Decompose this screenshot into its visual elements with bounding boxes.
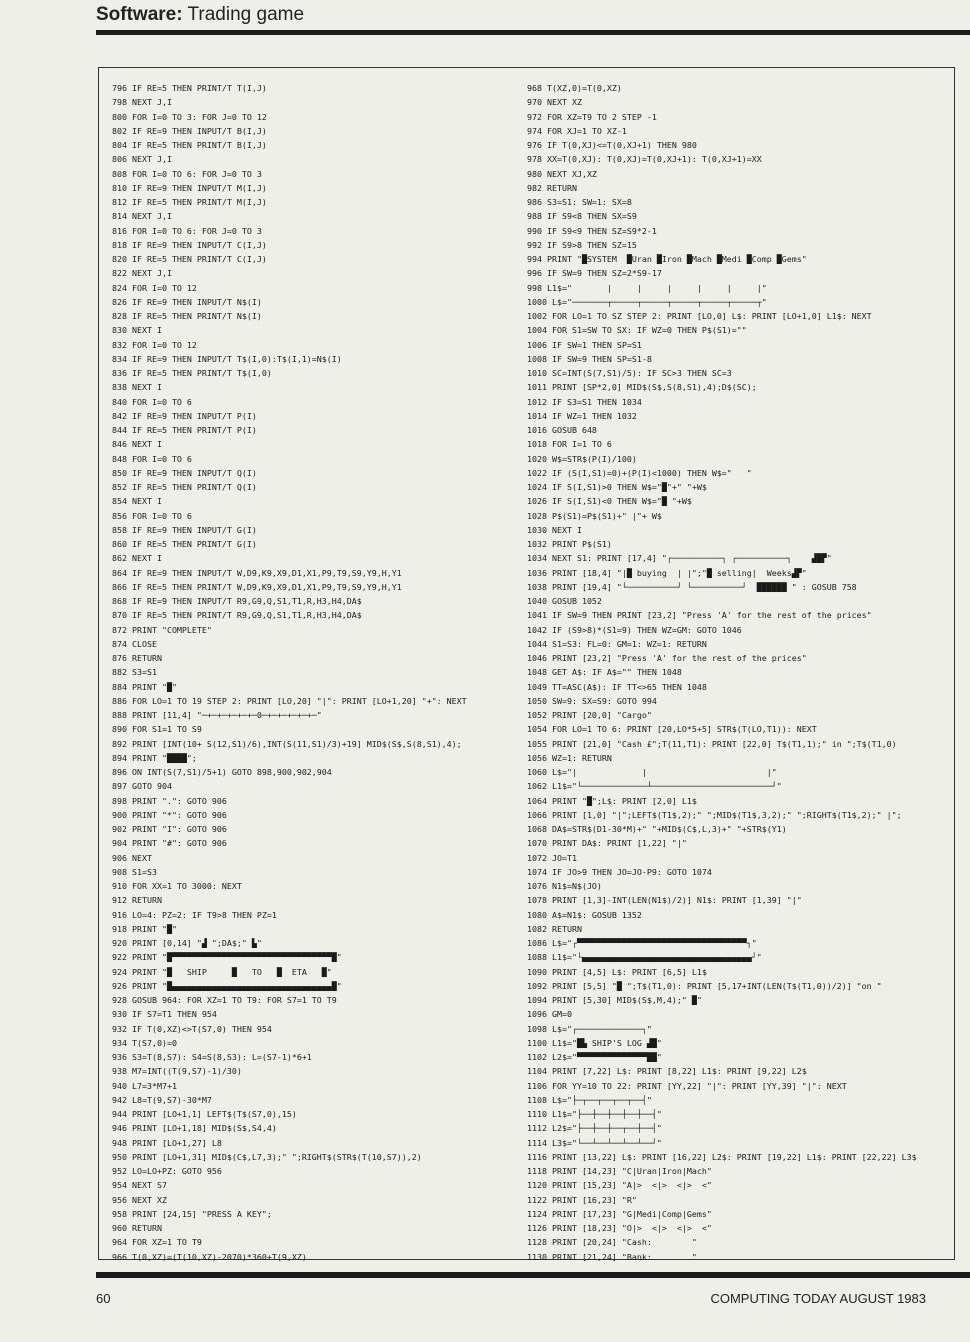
code-line: 968 T(XZ,0)=T(0,XZ): [527, 83, 622, 93]
code-line: 954 NEXT S7: [112, 1180, 167, 1191]
code-line: 1034 NEXT S1: PRINT [17,4] "┌──────────┐ ┌──────────┐ ▟█▛": [527, 553, 832, 564]
article-title: Trading game: [187, 4, 305, 25]
code-line: 910 FOR XX=1 TO 3000: NEXT: [112, 881, 242, 891]
code-line: 948 PRINT [LO+1,27] L8: [112, 1137, 222, 1148]
code-line: 952 LO=LO+PZ: GOTO 956: [112, 1166, 222, 1176]
code-line: 874 CLOSE: [112, 638, 157, 649]
code-line: 1112 L2$="├──┼──┼──┬──┼──┤": [527, 1123, 662, 1134]
code-line: 1068 DA$=STR$(D1-30*M)+" "+MID$(C$,L,3)+" "+STR$(Y1): [527, 824, 787, 834]
code-line: 856 FOR I=0 TO 6: [112, 510, 192, 521]
code-line: 1056 WZ=1: RETURN: [527, 752, 612, 763]
code-line: 986 S3=S1: SW=1: SX=8: [527, 197, 632, 207]
code-line: 978 XX=T(0,XJ): T(0,XJ)=T(0,XJ+1): T(0,XJ+1)=XX: [527, 154, 762, 165]
code-line: 982 RETURN: [527, 182, 577, 193]
code-line: 1022 IF (S(I,S1)=0)+(P(I)<1000) THEN W$=" ": [527, 467, 752, 478]
code-line: 870 IF RE=5 THEN PRINT/T R9,G9,Q,S1,T1,R,H3,H4,DA$: [112, 610, 362, 621]
code-line: 918 PRINT "█": [112, 923, 177, 934]
code-line: 1090 PRINT [4,5] L$: PRINT [6,5] L1$: [527, 966, 707, 977]
code-line: 832 FOR I=0 TO 12: [112, 339, 197, 350]
code-line: 798 NEXT J,I: [112, 97, 172, 108]
code-line: 994 PRINT "█SYSTEM █Uran █Iron █Mach █Medi █Comp █Gems": [527, 254, 807, 264]
code-line: 904 PRINT "#": GOTO 906: [112, 838, 227, 849]
code-line: 1030 NEXT I: [527, 524, 582, 535]
code-line: 1078 PRINT [1,3]-INT(LEN(N1$)/2)] N1$: PRINT [1,39] "|": [527, 895, 802, 906]
code-line: 800 FOR I=0 TO 3: FOR J=0 TO 12: [112, 111, 267, 122]
code-line: 830 NEXT I: [112, 325, 162, 336]
code-line: 1055 PRINT [21,0] "Cash £";T(11,T1): PRINT [22,0] T$(T1,1);" in ";T$(T1,0): [527, 738, 897, 749]
code-line: 840 FOR I=0 TO 6: [112, 396, 192, 407]
code-line: 1038 PRINT [19,4] "└──────────┘ └──────────┘ ██████ " : GOSUB 758: [527, 581, 857, 592]
code-line: 1070 PRINT DA$: PRINT [1,22] "|": [527, 838, 687, 849]
code-line: 1044 S1=S3: FL=0: GM=1: WZ=1: RETURN: [527, 638, 707, 649]
code-line: 824 FOR I=0 TO 12: [112, 282, 197, 293]
code-line: 996 IF SW=9 THEN SZ=2*S9-17: [527, 268, 662, 279]
code-line: 1098 L$="┌─────────────┐": [527, 1023, 652, 1034]
code-line: 992 IF S9>8 THEN SZ=15: [527, 239, 637, 250]
code-line: 1074 IF JO>9 THEN JO=JO-P9: GOTO 1074: [527, 866, 712, 877]
code-line: 1102 L2$="▀▀▀▀▀▀▀▀▀▀▀▀▀▀██": [527, 1052, 662, 1062]
code-line: 930 IF S7=T1 THEN 954: [112, 1009, 217, 1020]
code-line: 872 PRINT "COMPLETE": [112, 624, 212, 635]
code-line: 808 FOR I=0 TO 6: FOR J=0 TO 3: [112, 168, 262, 179]
code-line: 848 FOR I=0 TO 6: [112, 453, 192, 464]
code-line: 1088 L1$="└▄▄▄▄▄▄▄▄▄▄▄▄▄▄▄▄▄▄▄▄▄▄▄▄▄▄▄▄▄▄▄▄▄▄┘": [527, 952, 762, 963]
code-line: 1114 L3$="└──┴──┴──┴──┴──┘": [527, 1137, 662, 1148]
code-line: 828 IF RE=5 THEN PRINT/T N$(I): [112, 311, 262, 321]
code-line: 804 IF RE=5 THEN PRINT/T B(I,J): [112, 140, 267, 150]
code-line: 838 NEXT I: [112, 382, 162, 393]
code-line: 1126 PRINT [18,23] "O|> <|> <|> <": [527, 1223, 712, 1233]
code-line: 950 PRINT [LO+1,31] MID$(C$,L7,3);" ";RIGHT$(STR$(T(10,S7)),2): [112, 1151, 422, 1162]
section-label: Software:: [96, 4, 183, 25]
code-line: 1116 PRINT [13,22] L$: PRINT [16,22] L2$: PRINT [19,22] L1$: PRINT [22,22] L3$: [527, 1151, 917, 1162]
code-line: 912 RETURN: [112, 895, 162, 906]
code-line: 892 PRINT [INT(10+ S(12,S1)/6),INT(S(11,S1)/3)+19] MID$(S$,S(8,S1),4);: [112, 738, 462, 749]
code-line: 960 RETURN: [112, 1223, 162, 1233]
code-line: 1052 PRINT [20,0] "Cargo": [527, 710, 652, 720]
code-line: 1006 IF SW=1 THEN SP=S1: [527, 339, 642, 350]
code-line: 1060 L$="| | |": [527, 767, 777, 777]
code-line: 956 NEXT XZ: [112, 1194, 167, 1205]
code-line: 1076 N1$=N$(JO): [527, 881, 602, 891]
code-line: 834 IF RE=9 THEN INPUT/T T$(I,0):T$(I,1)=N$(I): [112, 353, 342, 364]
code-line: 976 IF T(0,XJ)<=T(0,XJ+1) THEN 980: [527, 140, 697, 150]
code-line: 820 IF RE=5 THEN PRINT/T C(I,J): [112, 254, 267, 264]
code-line: 970 NEXT XZ: [527, 97, 582, 108]
code-line: 886 FOR LO=1 TO 19 STEP 2: PRINT [LO,20] "|": PRINT [LO+1,20] "+": NEXT: [112, 695, 467, 706]
code-line: 946 PRINT [LO+1,18] MID$(S$,S4,4): [112, 1123, 277, 1134]
code-line: 1048 GET A$: IF A$="" THEN 1048: [527, 667, 682, 678]
code-line: 1094 PRINT [5,30] MID$(S$,M,4);" █": [527, 995, 702, 1005]
code-line: 1108 L$="├─┬──┬──┬──┬──┤": [527, 1094, 652, 1105]
code-line: 898 PRINT ".": GOTO 906: [112, 795, 227, 806]
code-line: 964 FOR XZ=1 TO T9: [112, 1237, 202, 1248]
code-line: 890 FOR S1=1 TO S9: [112, 724, 202, 735]
code-line: 864 IF RE=9 THEN INPUT/T W,D9,K9,X9,D1,X1,P9,T9,S9,Y9,H,Y1: [112, 567, 402, 578]
code-line: 1122 PRINT [16,23] "R": [527, 1194, 637, 1205]
code-line: 920 PRINT [0,14] "▟ ";DA$;" ▙": [112, 938, 262, 948]
code-line: 1128 PRINT [20,24] "Cash: ": [527, 1237, 697, 1248]
code-line: 1041 IF SW=9 THEN PRINT [23,2] "Press 'A' for the rest of the prices": [527, 610, 872, 621]
code-line: 1026 IF S(I,S1)<0 THEN W$="█ "+W$: [527, 496, 692, 507]
code-line: 1130 PRINT [21,24] "Bank: ": [527, 1251, 697, 1262]
code-line: 806 NEXT J,I: [112, 154, 172, 165]
header-rule: [96, 30, 970, 35]
code-line: 1012 IF S3=S1 THEN 1034: [527, 396, 642, 407]
code-line: 822 NEXT J,I: [112, 268, 172, 279]
code-line: 1118 PRINT [14,23] "C|Uran|Iron|Mach": [527, 1166, 712, 1176]
code-line: 990 IF S9<9 THEN SZ=S9*2-1: [527, 225, 657, 236]
code-line: 1010 SC=INT(S(7,S1)/5): IF SC>3 THEN SC=3: [527, 368, 732, 378]
code-line: 1096 GM=0: [527, 1009, 572, 1020]
code-line: 1092 PRINT [5,5] "█ ";T$(T1,0): PRINT [5,17+INT(LEN(T$(T1,0))/2)] "on ": [527, 980, 882, 991]
code-line: 1124 PRINT [17,23] "G|Medi|Comp|Gems": [527, 1208, 712, 1219]
code-line: 924 PRINT "█ SHIP █ TO █ ETA █": [112, 966, 332, 977]
code-line: 842 IF RE=9 THEN INPUT/T P(I): [112, 410, 257, 421]
code-line: 814 NEXT J,I: [112, 211, 172, 222]
code-line: 802 IF RE=9 THEN INPUT/T B(I,J): [112, 125, 267, 136]
listing-right-column: [527, 81, 917, 1264]
magazine-footer: COMPUTING TODAY AUGUST 1983: [710, 1291, 926, 1306]
code-line: 1080 A$=N1$: GOSUB 1352: [527, 909, 642, 920]
code-line: 876 RETURN: [112, 653, 162, 663]
code-line: 1106 FOR YY=10 TO 22: PRINT [YY,22] "|": PRINT [YY,39] "|": NEXT: [527, 1080, 847, 1091]
code-line: 906 NEXT: [112, 852, 152, 863]
code-line: 1004 FOR S1=SW TO SX: IF WZ=0 THEN P$(S1)="": [527, 325, 747, 336]
code-line: 1011 PRINT [SP*2,0] MID$(S$,S(8,S1),4);D$(SC);: [527, 382, 757, 393]
code-line: 1072 JO=T1: [527, 852, 577, 863]
code-line: 860 IF RE=5 THEN PRINT/T G(I): [112, 539, 257, 549]
page-header: [96, 4, 304, 26]
code-line: 1042 IF (S9>8)*(S1=9) THEN WZ=GM: GOTO 1046: [527, 624, 742, 635]
code-line: 934 T(S7,0)=0: [112, 1037, 177, 1048]
code-line: 1008 IF SW=9 THEN SP=S1-8: [527, 353, 652, 364]
code-line: 902 PRINT "I": GOTO 906: [112, 824, 227, 834]
code-line: 882 S3=S1: [112, 667, 157, 678]
code-line: 897 GOTO 904: [112, 781, 172, 792]
code-line: 888 PRINT [11,4] "─+─+─+─+─+─0─+─+─+─+─+─": [112, 710, 322, 720]
code-line: 894 PRINT "████";: [112, 752, 197, 763]
code-line: 1082 RETURN: [527, 923, 582, 934]
code-line: 980 NEXT XJ,XZ: [527, 168, 597, 179]
code-line: 846 NEXT I: [112, 439, 162, 450]
code-line: 908 S1=S3: [112, 866, 157, 877]
code-line: 974 FOR XJ=1 TO XZ-1: [527, 125, 627, 136]
code-line: 942 L8=T(9,S7)-30*M7: [112, 1094, 212, 1105]
code-line: 858 IF RE=9 THEN INPUT/T G(I): [112, 524, 257, 535]
code-line: 938 M7=INT((T(9,S7)-1)/30): [112, 1066, 242, 1077]
code-line: 1024 IF S(I,S1)>0 THEN W$="█"+" "+W$: [527, 482, 707, 492]
code-line: 1100 L1$="█▙ SHIP'S LOG ▟█": [527, 1037, 662, 1048]
code-line: 826 IF RE=9 THEN INPUT/T N$(I): [112, 296, 262, 307]
code-line: 958 PRINT [24,15] "PRESS A KEY";: [112, 1208, 272, 1219]
code-line: 1050 SW=9: SX=S9: GOTO 994: [527, 695, 657, 706]
code-line: 1120 PRINT [15,23] "A|> <|> <|> <": [527, 1180, 712, 1191]
code-line: 1018 FOR I=1 TO 6: [527, 439, 612, 450]
code-line: 926 PRINT "█▄▄▄▄▄▄▄▄▄▄▄▄▄▄▄▄▄▄▄▄▄▄▄▄▄▄▄▄▄▄▄▄█": [112, 980, 342, 991]
code-line: 1104 PRINT [7,22] L$: PRINT [8,22] L1$: PRINT [9,22] L2$: [527, 1066, 807, 1077]
code-line: 1040 GOSUB 1052: [527, 596, 602, 606]
code-line: 866 IF RE=5 THEN PRINT/T W,D9,K9,X9,D1,X1,P9,T9,S9,Y9,H,Y1: [112, 581, 402, 592]
code-line: 1020 W$=STR$(P(I)/100): [527, 453, 637, 464]
program-listing-box: [98, 67, 955, 1260]
code-line: 944 PRINT [LO+1,1] LEFT$(T$(S7,0),15): [112, 1109, 297, 1119]
code-line: 1064 PRINT "█";L$: PRINT [2,0] L1$: [527, 795, 697, 806]
code-line: 816 FOR I=0 TO 6: FOR J=0 TO 3: [112, 225, 262, 236]
code-line: 796 IF RE=5 THEN PRINT/T T(I,J): [112, 83, 267, 93]
code-line: 1062 L1$="└─────────────┴────────────────────────┘": [527, 781, 782, 792]
code-line: 852 IF RE=5 THEN PRINT/T Q(I): [112, 482, 257, 492]
code-line: 1000 L$="───────┬─────┬─────┬─────┬─────┬─────┬": [527, 296, 767, 307]
code-line: 1046 PRINT [23,2] "Press 'A' for the rest of the prices": [527, 653, 807, 663]
code-line: 818 IF RE=9 THEN INPUT/T C(I,J): [112, 239, 267, 250]
code-line: 940 L7=3*M7+1: [112, 1080, 177, 1091]
code-line: 1032 PRINT P$(S1): [527, 539, 612, 549]
code-line: 988 IF S9<8 THEN SX=S9: [527, 211, 637, 222]
code-line: 1002 FOR LO=1 TO SZ STEP 2: PRINT [LO,0] L$: PRINT [LO+1,0] L1$: NEXT: [527, 311, 872, 321]
code-line: 928 GOSUB 964: FOR XZ=1 TO T9: FOR S7=1 TO T9: [112, 995, 337, 1005]
code-line: 1054 FOR LO=1 TO 6: PRINT [20,LO*5+5] STR$(T(LO,T1)): NEXT: [527, 724, 817, 735]
code-line: 916 LO=4: PZ=2: IF T9>8 THEN PZ=1: [112, 909, 277, 920]
code-line: 868 IF RE=9 THEN INPUT/T R9,G9,Q,S1,T1,R,H3,H4,DA$: [112, 596, 362, 606]
code-line: 1028 P$(S1)=P$(S1)+" |"+ W$: [527, 510, 662, 521]
code-line: 810 IF RE=9 THEN INPUT/T M(I,J): [112, 182, 267, 193]
code-line: 1016 GOSUB 648: [527, 425, 597, 435]
code-line: 844 IF RE=5 THEN PRINT/T P(I): [112, 425, 257, 435]
code-line: 922 PRINT "█▀▀▀▀▀▀▀▀▀▀▀▀▀▀▀▀▀▀▀▀▀▀▀▀▀▀▀▀▀▀▀▀█": [112, 952, 342, 963]
code-line: 836 IF RE=5 THEN PRINT/T T$(I,0): [112, 368, 272, 378]
code-line: 1086 L$="┌▀▀▀▀▀▀▀▀▀▀▀▀▀▀▀▀▀▀▀▀▀▀▀▀▀▀▀▀▀▀▀▀▀▀┐": [527, 938, 757, 948]
listing-left-column: [112, 81, 467, 1264]
code-line: 998 L1$=" | | | | | |": [527, 282, 767, 293]
code-line: 966 T(0,XZ)=(T(10,XZ)-2070)*360+T(9,XZ): [112, 1251, 307, 1262]
code-line: 854 NEXT I: [112, 496, 162, 507]
footer-rule: [96, 1272, 970, 1278]
code-line: 896 ON INT(S(7,S1)/5+1) GOTO 898,900,902,904: [112, 767, 332, 777]
code-line: 862 NEXT I: [112, 553, 162, 564]
code-line: 812 IF RE=5 THEN PRINT/T M(I,J): [112, 197, 267, 207]
code-line: 884 PRINT "█": [112, 681, 177, 692]
code-line: 900 PRINT "*": GOTO 906: [112, 809, 227, 820]
code-line: 850 IF RE=9 THEN INPUT/T Q(I): [112, 467, 257, 478]
code-line: 1014 IF WZ=1 THEN 1032: [527, 410, 637, 421]
code-line: 1036 PRINT [18,4] "|█ buying | |";"█ selling| Weeks▟▛": [527, 567, 807, 578]
code-line: 936 S3=T(8,S7): S4=S(8,S3): L=(S7-1)*6+1: [112, 1052, 312, 1062]
page-number: 60: [96, 1291, 111, 1306]
code-line: 932 IF T(0,XZ)<>T(S7,0) THEN 954: [112, 1023, 272, 1034]
code-line: 1049 TT=ASC(A$): IF TT<>65 THEN 1048: [527, 681, 707, 692]
code-line: 1110 L1$="├──┼──┼──┼──┼──┤": [527, 1109, 662, 1119]
code-line: 1066 PRINT [1,0] "|";LEFT$(T1$,2);" ";MID$(T1$,3,2);" ";RIGHT$(T1$,2);" |";: [527, 809, 902, 820]
code-line: 972 FOR XZ=T9 TO 2 STEP -1: [527, 111, 657, 122]
